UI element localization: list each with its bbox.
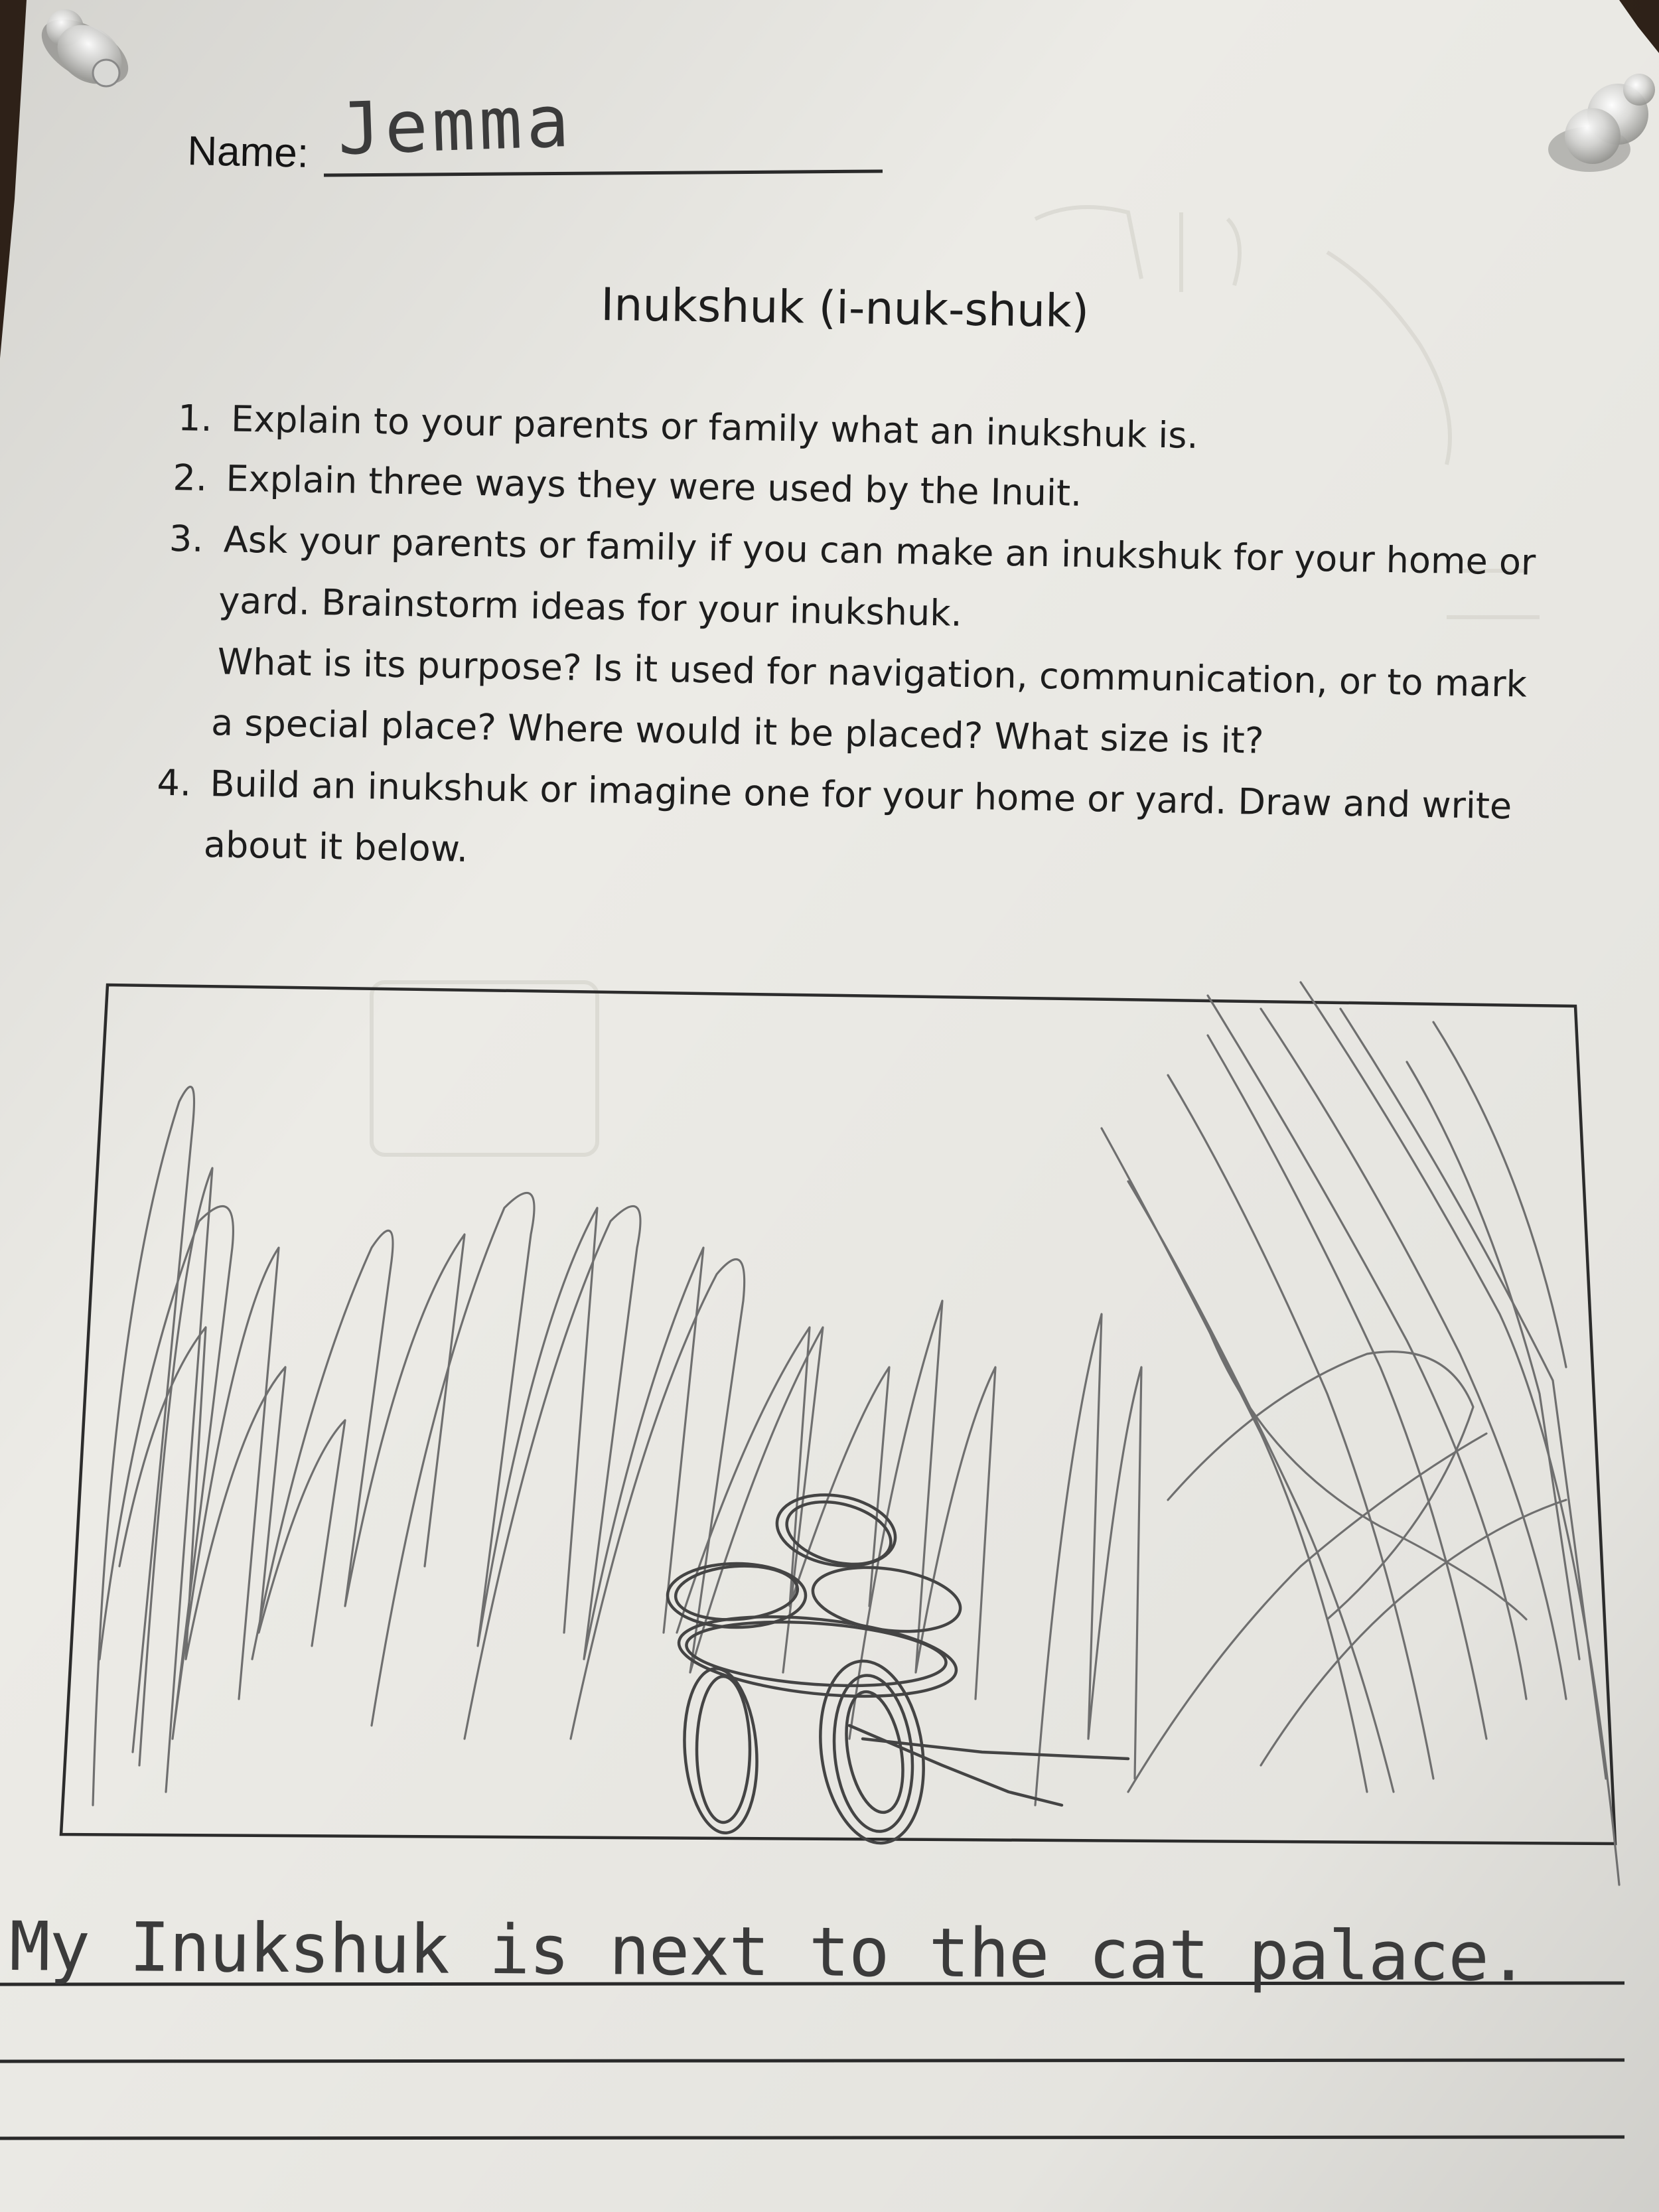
instruction-line: What is its purpose? Is it used for navigation, communication, or to mark [217,640,1528,705]
handwritten-answer: My Inukshuk is next to the cat palace. [9,1907,1530,1997]
page-title: Inukshuk (i-nuk-shuk) [600,279,1090,338]
answer-line [0,2060,1624,2061]
instruction-line: Explain to your parents or family what an inukshuk is. [230,398,1199,457]
name-label: Name: [186,128,309,177]
instruction-line: Ask your parents or family if you can make an inukshuk for your home or [223,518,1536,583]
instruction-line: about it below. [203,823,469,870]
answer-line [0,2137,1624,2138]
instruction-number: 3. [169,517,204,560]
instruction-line: Build an inukshuk or imagine one for your home or yard. Draw and write [210,763,1512,828]
instruction-number: 4. [157,761,192,804]
instruction-line: Explain three ways they were used by the Inuit. [226,457,1082,514]
instruction-number: 2. [173,457,208,499]
instruction-line: yard. Brainstorm ideas for your inukshuk. [218,579,963,634]
name-value: Jemma [336,80,575,171]
instruction-line: a special place? Where would it be placed? What size is it? [210,701,1265,762]
instruction-number: 1. [177,397,213,440]
